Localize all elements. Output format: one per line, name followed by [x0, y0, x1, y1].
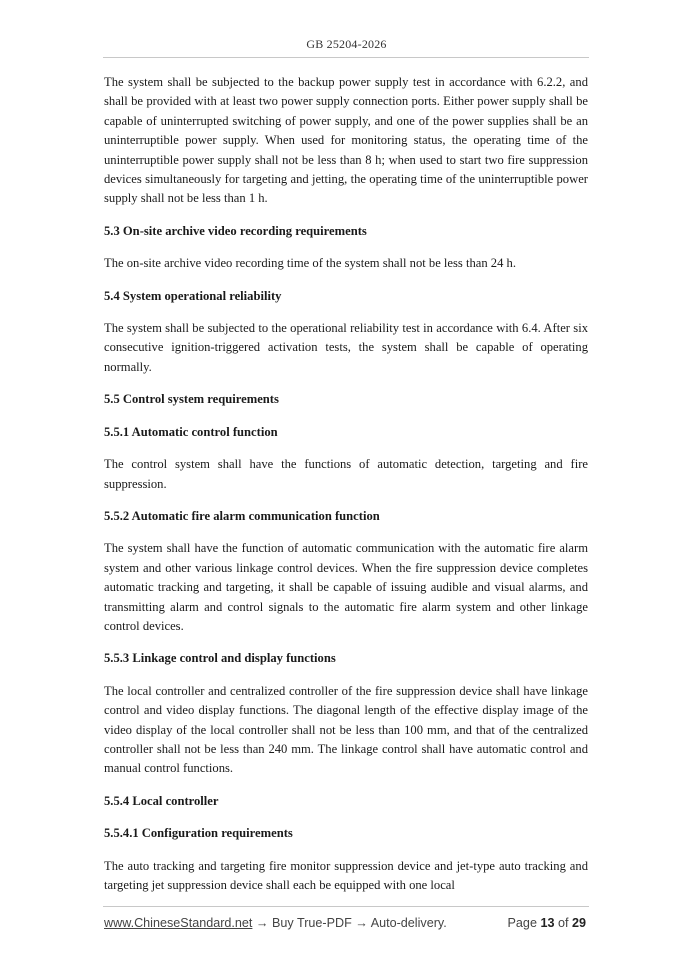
website-link[interactable]: www.ChineseStandard.net — [104, 916, 253, 930]
paragraph-linkage-display: The local controller and centralized controller of the fire suppression device shall have linkage control and video display functions. The diagonal length of the effective display image of the video display of the local controller shall not be less than 100 mm, and that of the centralized controller shall not be less than 240 mm. The linkage control shall have automatic control and manual control functions. — [104, 683, 588, 776]
section-heading-5-5-3: 5.5.3 Linkage control and display functions — [104, 651, 336, 666]
paragraph-video-recording: The on-site archive video recording time of the system shall not be less than 24 h. — [104, 256, 516, 271]
section-heading-5-5: 5.5 Control system requirements — [104, 392, 279, 407]
section-heading-5-5-4-1: 5.5.4.1 Configuration requirements — [104, 826, 293, 841]
page-label: Page — [507, 916, 537, 930]
footer-divider — [103, 906, 589, 907]
section-heading-5-4: 5.4 System operational reliability — [104, 288, 282, 303]
document-code-header: GB 25204-2026 — [306, 37, 387, 51]
paragraph-operational-reliability: The system shall be subjected to the operational reliability test in accordance with 6.4. After six consecutive ignition-triggered activation tests, the system shall be capable of operating normally. — [104, 321, 588, 374]
paragraph-configuration: The auto tracking and targeting fire monitor suppression device and jet-type auto tracking and targeting jet suppression device shall each be equipped with one local — [104, 858, 588, 892]
current-page-number: 13 — [540, 916, 555, 930]
of-label: of — [557, 916, 569, 930]
section-heading-5-5-1: 5.5.1 Automatic control function — [104, 424, 278, 439]
paragraph-backup-power: The system shall be subjected to the backup power supply test in accordance with 6.2.2, and shall be provided with at least two power supply connection ports. Either power supply shall be capable of uninterrupted switching of power supply, and one of the power supplies shall be an uninterruptible power supply. When used for monitoring status, the operating time of the uninterruptible power supply shall not be less than 8 h; when used to start two fire suppression devices simultaneously for targeting and jetting, the operating time of the uninterruptible power supply shall not be less than 1 h. — [104, 75, 588, 206]
section-heading-5-5-4: 5.5.4 Local controller — [104, 793, 219, 808]
header-divider — [103, 57, 589, 58]
section-heading-5-5-2: 5.5.2 Automatic fire alarm communication function — [104, 508, 380, 523]
paragraph-automatic-control: The control system shall have the functions of automatic detection, targeting and fire suppression. — [104, 457, 588, 491]
paragraph-fire-alarm-communication: The system shall have the function of automatic communication with the automatic fire alarm system and other various linkage control devices. When the fire suppression device completes automatic tracking and targeting, it shall be capable of issuing audible and visual alarms, and transmitting alarm and control signals to the automatic fire alarm system and other linkage control devices. — [104, 541, 588, 633]
page-indicator — [508, 916, 586, 930]
page-footer — [104, 916, 590, 934]
section-heading-5-3: 5.3 On-site archive video recording requirements — [104, 223, 367, 238]
footer-promo — [104, 916, 447, 930]
document-body — [104, 73, 588, 908]
footer-tagline: → Buy True-PDF → Auto-delivery. — [252, 916, 447, 930]
total-page-count: 29 — [571, 916, 586, 930]
